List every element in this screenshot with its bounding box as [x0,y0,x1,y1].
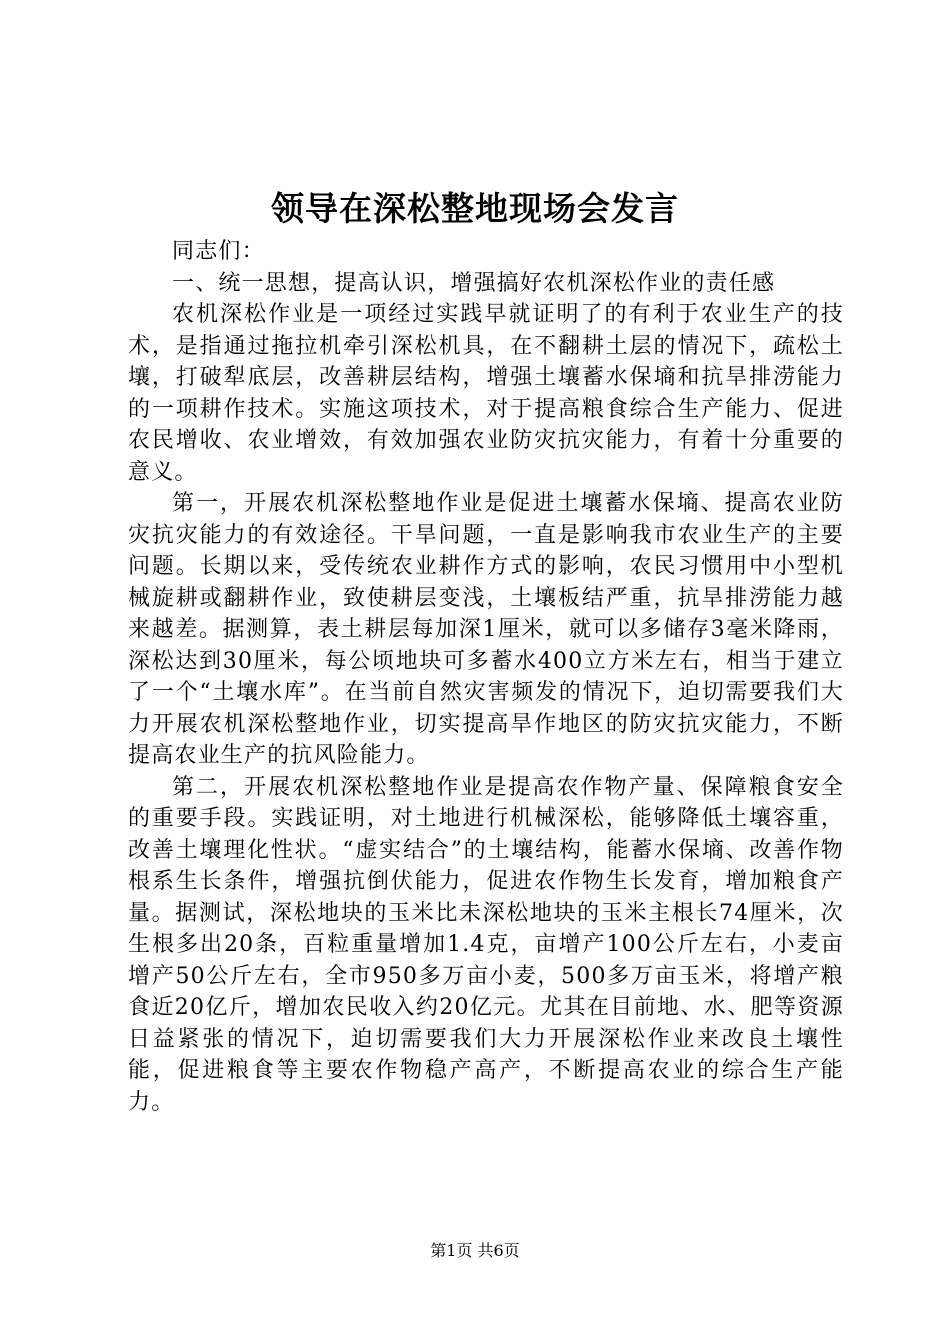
page-footer: 第1页 共6页 [430,1241,520,1260]
body-paragraph: 第一，开展农机深松整地作业是促进土壤蓄水保墒、提高农业防灾抗灾能力的有效途径。干旱问题，一直是影响我市农业生产的主要问题。长期以来，受传统农业耕作方式的影响，农民习惯用中小型机械旋耕或翻耕作业，致使耕层变浅，土壤板结严重，抗旱排涝能力越来越差。据测算，表土耕层每加深1厘米，就可以多储存3毫米降雨，深松达到30厘米，每公顷地块可多蓄水400立方米左右，相当于建立了一个“土壤水库”。在当前自然灾害频发的情况下，迫切需要我们大力开展农机深松整地作业，切实提高旱作地区的防灾抗灾能力，不断提高农业生产的抗风险能力。 [128,491,844,768]
salutation-paragraph: 同志们： [172,239,265,264]
body-paragraph: 第二，开展农机深松整地作业是提高农作物产量、保障粮食安全的重要手段。实践证明，对土地进行机械深松，能够降低土壤容重，改善土壤理化性状。“虚实结合”的土壤结构，能蓄水保墒、改善作物根系生长条件，增强抗倒伏能力，促进农作物生长发育，增加粮食产量。据测试，深松地块的玉米比未深松地块的玉米主根长74厘米，次生根多出20条，百粒重量增加1.4克，亩增产100公斤左右，小麦亩增产50公斤左右，全市950多万亩小麦，500多万亩玉米，将增产粮食近20亿斤，增加农民收入约20亿元。尤其在目前地、水、肥等资源日益紧张的情况下，迫切需要我们大力开展深松作业来改良土壤性能，促进粮食等主要农作物稳产高产，不断提高农业的综合生产能力。 [128,774,844,1115]
document-title: 领导在深松整地现场会发言 [271,189,679,228]
body-paragraph: 农机深松作业是一项经过实践早就证明了的有利于农业生产的技术，是指通过拖拉机牵引深松机具，在不翻耕土层的情况下，疏松土壤，打破犁底层，改善耕层结构，增强土壤蓄水保墒和抗旱排涝能力的一项耕作技术。实施这项技术，对于提高粮食综合生产能力、促进农民增收、农业增效，有效加强农业防灾抗灾能力，有着十分重要的意义。 [128,302,844,485]
document-body [128,236,844,1118]
section-heading-paragraph: 一、统一思想，提高认识，增强搞好农机深松作业的责任感 [172,270,776,296]
